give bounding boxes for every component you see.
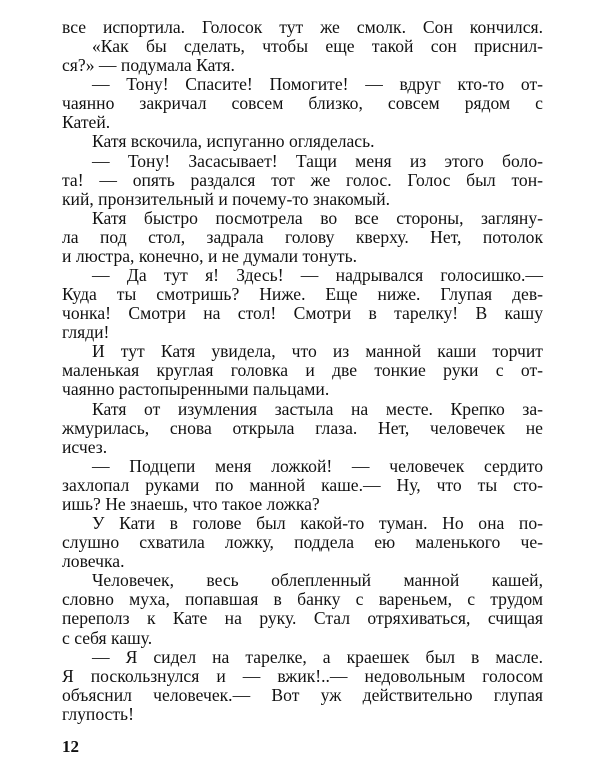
text-line: объяснил человечек.— Вот уж действительно глупая [62,684,543,705]
paragraph [62,266,543,342]
text-line: глупость! [62,703,134,724]
text-line: Катей. [62,112,111,133]
text-line: Человечек, весь облепленный манной кашей, [92,570,543,591]
text-line: гляди! [62,322,110,343]
text-line: Куда ты смотришь? Ниже. Еще ниже. Глупая дев- [62,284,543,305]
text-line: чаянно закричал совсем близко, совсем рядом с [62,93,543,114]
paragraph [62,75,543,132]
text-line: — Я сидел на тарелке, а краешек был в масле. [92,646,543,667]
text-line: ся?» — подумала Катя. [62,55,235,76]
text-line: и люстра, конечно, и не думали тонуть. [62,245,358,266]
text-line: все испортила. Голосок тут же смолк. Сон кончился. [62,17,543,37]
text-line: Катя от изумления застыла на месте. Крепко за- [92,398,543,419]
text-line: с себя кашу. [62,627,153,648]
paragraph [62,648,543,724]
paragraph [62,514,543,571]
text-line: кий, пронзительный и почему-то знакомый. [62,188,391,209]
paragraph [62,209,543,266]
page-number: 12 [62,737,79,756]
text-line: ишь? Не знаешь, что такое ложка? [62,493,320,514]
text-line: У Кати в голове был какой-то туман. Но она по- [92,513,543,534]
text-line: — Подцепи меня ложкой! — человечек сердито [92,455,543,476]
text-line: — Да тут я! Здесь! — надрывался голосишко.— [92,265,543,286]
paragraph [62,18,543,37]
text-line: словно муха, попавшая в банку с вареньем, с трудом [62,589,543,610]
text-line: «Как бы сделать, чтобы еще такой сон приснил- [92,36,543,57]
paragraph [62,457,543,514]
paragraph [62,132,543,151]
text-line: И тут Катя увидела, что из манной каши торчит [92,341,543,362]
text-line: жмурилась, снова открыла глаза. Нет, человечек не [62,417,543,438]
paragraph [62,152,543,209]
text-line: чаянно растопыренными пальцами. [62,379,330,400]
text-line: чонка! Смотри на стол! Смотри в тарелку! В кашу [62,303,543,324]
text-line: захлопал руками по манной каше.— Ну, что ты сто- [62,474,543,495]
text-line: — Тону! Засасывает! Тащи меня из этого боло- [92,150,543,171]
text-line: ловечка. [62,551,125,572]
page-body-text [62,18,543,724]
text-line: переполз к Кате на руку. Стал отряхиваться, счищая [62,608,543,629]
text-line: маленькая круглая головка и две тонкие руки с от- [62,360,543,381]
text-line: исчез. [62,436,108,457]
text-line: Катя вскочила, испуганно огляделась. [92,131,375,152]
paragraph [62,342,543,399]
text-line: ла под стол, задрала голову кверху. Нет, потолок [62,226,543,247]
text-line: Я поскользнулся и — вжик!..— недовольным голосом [62,665,543,686]
paragraph [62,571,543,647]
text-line: Катя быстро посмотрела во все стороны, загляну- [92,207,543,228]
text-line: та! — опять раздался тот же голос. Голос был тон- [62,169,543,190]
paragraph [62,400,543,457]
text-line: слушно схватила ложку, поддела ею маленького че- [62,532,543,553]
paragraph [62,37,543,75]
text-line: — Тону! Спасите! Помогите! — вдруг кто-то от- [92,74,543,95]
